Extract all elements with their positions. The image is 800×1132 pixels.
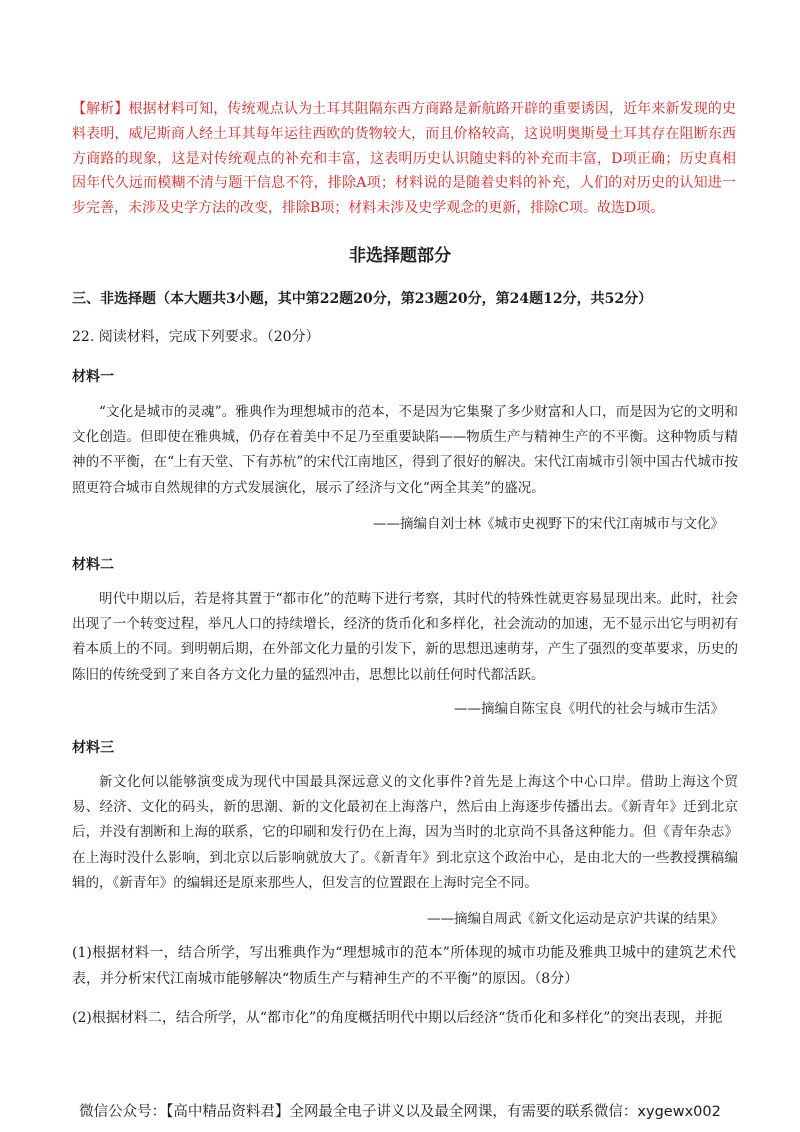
material-1-text: “文化是城市的灵魂”。雅典作为理想城市的范本，不是因为它集聚了多少财富和人口，而是因为它的文明和文化创造。但即使在雅典城，仍存在着美中不足乃至重要缺陷——物质生产与精神生产的不平衡。这种物质与精神的不平衡，在“上有天堂、下有苏杭”的宋代江南地区，得到了很好的解决。宋代江南城市引领中国古代城市按照更符合城市自然规律的方式发展演化，展示了经济与文化“两全其美”的盛况。 <box>72 404 738 496</box>
material-1-source: ——摘编自刘士林《城市史视野下的宋代江南城市与文化》 <box>373 516 724 532</box>
question-22: 22. 阅读材料，完成下列要求。（20分） <box>72 329 320 345</box>
answer-analysis: 【解析】根据材料可知，传统观点认为土耳其阻隔东西方商路是新航路开辟的重要诱因，近年来新发现的史料表明，威尼斯商人经土耳其每年运往西欧的货物较大，而且价格较高，这说明奥斯曼土耳其存在阻断东西方商路的现象，这是对传统观点的补充和丰富，这表明历史认识随史料的补充而丰富，D项正确；历史真相因年代久远而模糊不清与题干信息不符，排除A项；材料说的是随着史料的补充，人们的对历史的认知进一步完善，未涉及史学方法的改变，排除B项；材料未涉及史学观念的更新，排除C项。故选D项。 <box>72 101 736 217</box>
material-2-title: 材料二 <box>72 557 114 573</box>
part-header: 三、非选择题（本大题共3小题，其中第22题20分，第23题20分，第24题12分，共52分） <box>72 291 653 307</box>
material-3-source: ——摘编自周武《新文化运动是京沪共谋的结果》 <box>427 911 724 927</box>
section-title: 非选择题部分 <box>349 246 451 266</box>
material-2-text: 明代中期以后，若是将其置于“都市化”的范畴下进行考察，其时代的特殊性就更容易显现出来。此时，社会出现了一个转变过程，举凡人口的持续增长，经济的货币化和多样化，社会流动的加速，无不显示出它与明初有着本质上的不同。到明朝后期，在外部文化力量的引发下，新的思想迅速萌芽，产生了强烈的变革要求，历史的陈旧的传统受到了来自各方文化力量的猛烈冲击，思想比以前任何时代都活跃。 <box>72 591 738 683</box>
material-3-text: 新文化何以能够演变成为现代中国最具深远意义的文化事件?首先是上海这个中心口岸。借助上海这个贸易、经济、文化的码头，新的思潮、新的文化最初在上海落户，然后由上海逐步传播出去。《新青年》迁到北京后，并没有割断和上海的联系，它的印刷和发行仍在上海，因为当时的北京尚不具备这种能力。但《青年杂志》在上海时没什么影响，到北京以后影响就放大了。《新青年》到北京这个政治中心，是由北大的一些教授撰稿编辑的，《新青年》的编辑还是原来那些人，但发言的位置跟在上海时完全不同。 <box>72 774 738 891</box>
material-3-title: 材料三 <box>72 740 114 756</box>
material-2-source: ——摘编自陈宝良《明代的社会与城市生活》 <box>454 701 724 717</box>
material-1-title: 材料一 <box>72 369 114 385</box>
sub-question-1: (1)根据材料一，结合所学，写出雅典作为“理想城市的范本”所体现的城市功能及雅典卫城中的建筑艺术代表，并分析宋代江南城市能够解决“物质生产与精神生产的不平衡”的原因。（8分） <box>72 945 736 987</box>
sub-question-2: (2)根据材料二，结合所学，从“都市化”的角度概括明代中期以后经济“货币化和多样化”的突出表现，并扼 <box>72 1010 723 1026</box>
footer-promo: 微信公众号：【高中精品资料君】全网最全电子讲义以及最全网课，有需要的联系微信：xygewx002 <box>79 1104 721 1120</box>
